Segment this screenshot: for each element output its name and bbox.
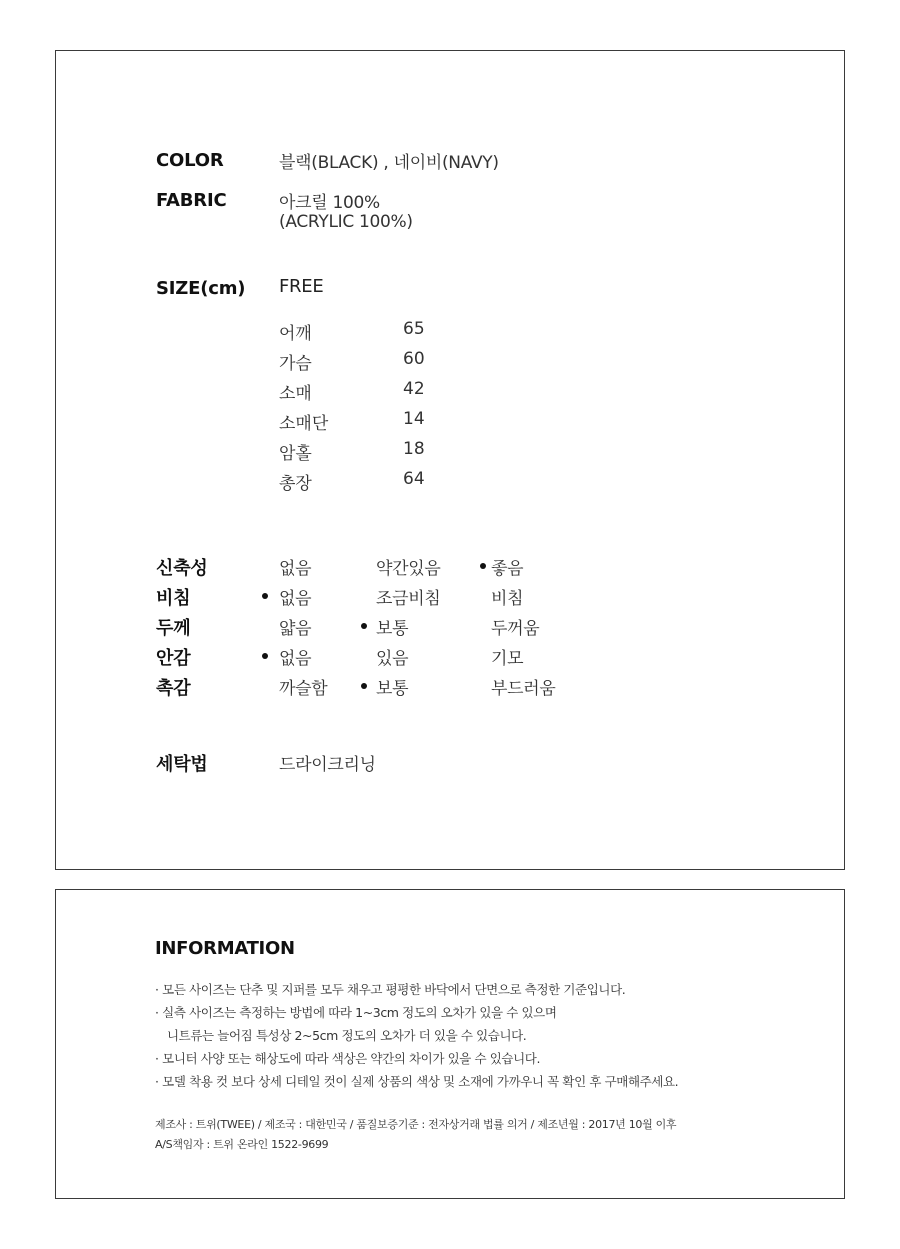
info-note: 니트류는 늘어짐 특성상 2~5cm 정도의 오차가 더 있을 수 있습니다. [167,1028,527,1043]
color-label: COLOR [156,150,224,171]
selected-dot-icon [262,653,268,659]
size-row-name: 총장 [279,474,312,494]
attr-label-sheer: 비침 [156,588,191,609]
attr-option-selected: 보통 [376,679,409,699]
attr-option: 두꺼움 [491,619,540,639]
size-row-name: 어깨 [279,324,312,344]
fabric-value-line2: (ACRYLIC 100%) [279,212,413,232]
attr-option: 있음 [376,649,409,669]
info-note: · 모델 착용 컷 보다 상세 디테일 컷이 실제 상품의 색상 및 소재에 가까우니 꼭 확인 후 구매해주세요. [155,1074,679,1089]
attr-option-selected: 보통 [376,619,409,639]
info-note: · 모니터 사양 또는 해상도에 따라 색상은 약간의 차이가 있을 수 있습니다. [155,1051,541,1066]
size-row-name: 가슴 [279,354,312,374]
size-row-value: 14 [403,409,425,429]
information-panel [55,889,845,1199]
attr-option-selected: 없음 [279,649,312,669]
color-value: 블랙(BLACK) , 네이비(NAVY) [279,153,499,173]
size-row-value: 65 [403,319,425,339]
size-label: SIZE(cm) [156,278,246,299]
attr-option: 없음 [279,559,312,579]
size-row-name: 소매 [279,384,312,404]
attr-option: 까슬함 [279,679,328,699]
size-row-name: 암홀 [279,444,312,464]
selected-dot-icon [361,683,367,689]
attr-label-lining: 안감 [156,648,191,669]
as-contact-info: A/S책임자 : 트위 온라인 1522-9699 [155,1138,329,1151]
information-title: INFORMATION [155,938,295,959]
size-name: FREE [279,276,324,297]
manufacturer-info: 제조사 : 트위(TWEE) / 제조국 : 대한민국 / 품질보증기준 : 전자상거래 법률 의거 / 제조년월 : 2017년 10월 이후 [155,1118,677,1131]
selected-dot-icon [262,593,268,599]
selected-dot-icon [480,563,486,569]
size-row-value: 64 [403,469,425,489]
selected-dot-icon [361,623,367,629]
attr-option: 비침 [491,589,524,609]
attr-option: 부드러움 [491,679,556,699]
attr-label-stretch: 신축성 [156,558,208,579]
product-spec-panel [55,50,845,870]
wash-value: 드라이크리닝 [279,755,376,775]
attr-label-thickness: 두께 [156,618,191,639]
info-note: · 실측 사이즈는 측정하는 방법에 따라 1~3cm 정도의 오차가 있을 수 있으며 [155,1005,557,1020]
wash-label: 세탁법 [156,754,208,775]
fabric-value-line1: 아크릴 100% [279,193,380,213]
attr-option: 얇음 [279,619,312,639]
attr-option-selected: 좋음 [491,559,524,579]
size-row-value: 18 [403,439,425,459]
fabric-label: FABRIC [156,190,227,211]
attr-option-selected: 없음 [279,589,312,609]
attr-option: 약간있음 [376,559,441,579]
attr-option: 조금비침 [376,589,441,609]
info-note: · 모든 사이즈는 단추 및 지퍼를 모두 채우고 평평한 바닥에서 단면으로 측정한 기준입니다. [155,982,626,997]
attr-option: 기모 [491,649,524,669]
size-row-name: 소매단 [279,414,329,434]
size-row-value: 42 [403,379,425,399]
size-row-value: 60 [403,349,425,369]
attr-label-texture: 촉감 [156,678,191,699]
